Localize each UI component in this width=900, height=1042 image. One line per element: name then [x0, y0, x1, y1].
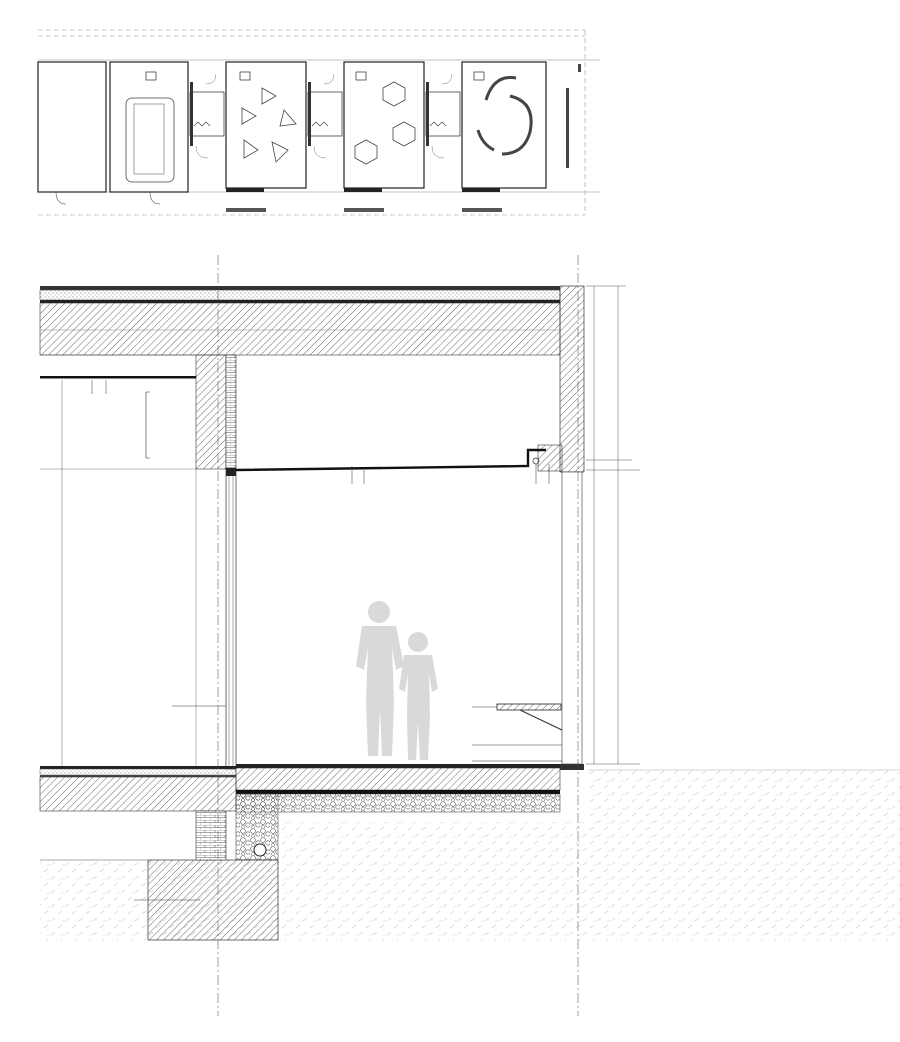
human-figures [356, 601, 438, 760]
ceramic-lattice [562, 472, 582, 764]
constructive-section [40, 255, 900, 1016]
classroom-plan [38, 30, 600, 215]
